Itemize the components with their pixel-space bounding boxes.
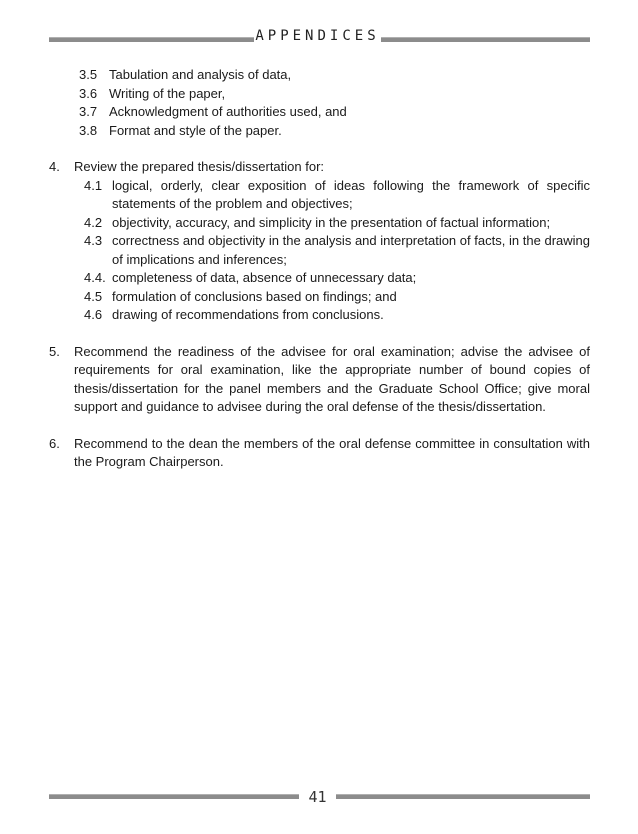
- sublist-item: [84, 177, 590, 214]
- item-number: 5.: [49, 343, 60, 359]
- item-number: 3.8: [79, 122, 98, 138]
- list-item: [79, 122, 590, 141]
- subitem-text: formulation of conclusions based on findings; and: [112, 288, 397, 304]
- subitem-number: 4.5: [84, 288, 103, 304]
- subitem-number: 4.4.: [84, 270, 106, 285]
- subitem-text: completeness of data, absence of unnecessary data;: [112, 270, 417, 285]
- item-text: Tabulation and analysis of data,: [109, 67, 292, 82]
- header-rule-left: [49, 37, 254, 42]
- sublist-item: [84, 232, 590, 269]
- sublist-item: [84, 214, 590, 233]
- item-number: 6.: [49, 435, 60, 451]
- subitem-text: objectivity, accuracy, and simplicity in the presentation of factual information;: [112, 214, 551, 230]
- item-text: Recommend the readiness of the advisee for oral examination; advise the advisee of requirements for oral examination, like the appropriate number of bound copies of thesis/dissertation for the panel members and the Graduate School Office; give moral support and guidance to advisee during the oral defense of the thesis/dissertation.: [74, 343, 590, 414]
- sublist-item: [84, 288, 590, 307]
- item-text: Recommend to the dean the members of the oral defense committee in consultation with the Program Chairperson.: [74, 435, 590, 469]
- list-item-5: [49, 343, 590, 417]
- item-text: Review the prepared thesis/dissertation for:: [74, 159, 325, 174]
- footer-rule-right: [336, 794, 590, 799]
- item-number: 3.7: [79, 104, 98, 119]
- subitem-number: 4.3: [84, 233, 103, 248]
- item-text: Format and style of the paper.: [109, 122, 282, 138]
- subitem-number: 4.1: [84, 177, 103, 193]
- subitem-text: logical, orderly, clear exposition of ideas following the framework of specific statements of the problem and objectives;: [112, 177, 590, 211]
- subitem-number: 4.6: [84, 307, 103, 322]
- section-title: APPENDICES: [255, 28, 380, 44]
- document-body: [49, 66, 590, 472]
- item-number: 3.6: [79, 85, 98, 101]
- sublist-item: [84, 269, 590, 288]
- list-3-continuation: [49, 66, 590, 140]
- item-number: 3.5: [79, 67, 98, 82]
- page-footer: [49, 786, 590, 808]
- sublist-item: [84, 306, 590, 325]
- sublist-4: [74, 177, 590, 325]
- page-header: [49, 26, 590, 46]
- list-item: [79, 66, 590, 85]
- header-rule-right: [381, 37, 590, 42]
- subitem-text: drawing of recommendations from conclusions.: [112, 307, 384, 322]
- list-item-6: [49, 435, 590, 472]
- list-item-4: [49, 158, 590, 325]
- list-item: [79, 103, 590, 122]
- footer-rule-left: [49, 794, 299, 799]
- subitem-text: correctness and objectivity in the analysis and interpretation of facts, in the drawing of implications and inferences;: [112, 233, 590, 267]
- list-item: [79, 85, 590, 104]
- item-number: 4.: [49, 159, 60, 174]
- item-text: Acknowledgment of authorities used, and: [109, 104, 347, 119]
- item-text: Writing of the paper,: [109, 85, 226, 101]
- page-number: 41: [308, 788, 327, 806]
- subitem-number: 4.2: [84, 214, 103, 230]
